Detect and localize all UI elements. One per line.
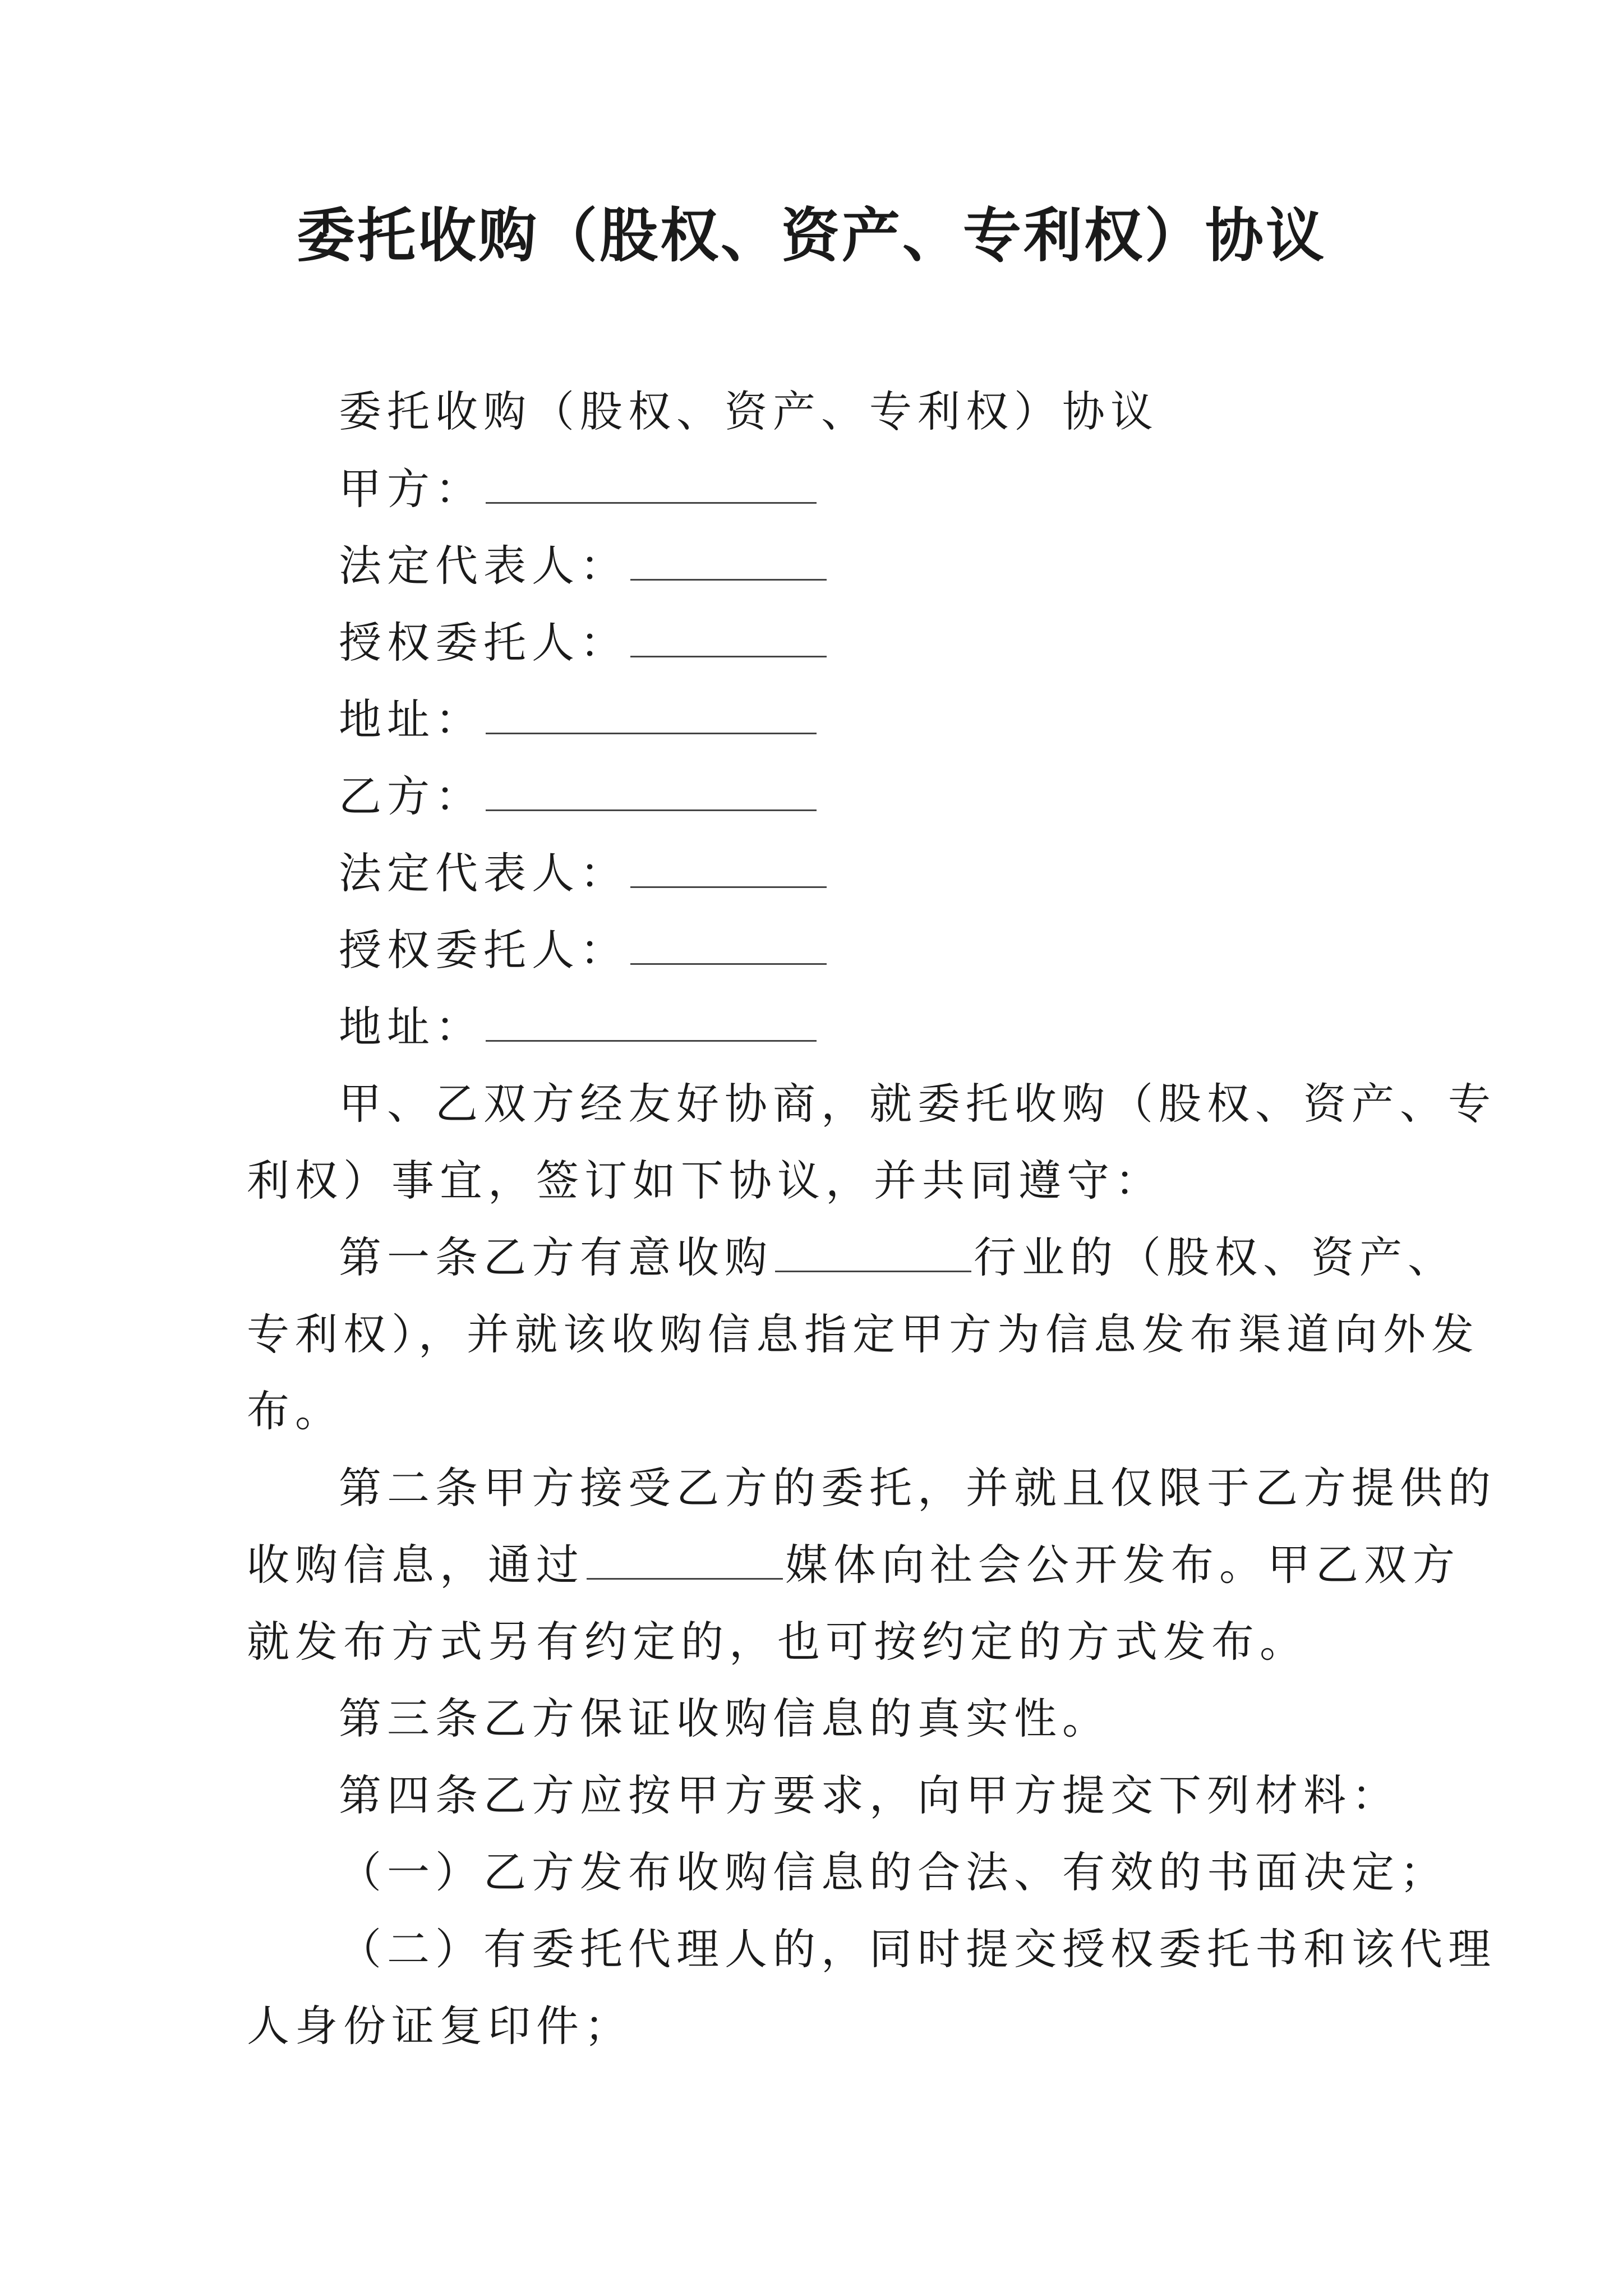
party-b-legal-rep-blank	[630, 850, 827, 888]
article4-line-1: 第四条乙方应按甲方要求，向甲方提交下列材料：	[339, 1770, 1400, 1820]
party-a-label: 甲方：	[339, 464, 483, 514]
intro-line-1: 甲、乙双方经友好协商，就委托收购（股权、资产、专	[339, 1079, 1496, 1129]
document-title: 委托收购（股权、资产、专利权）协议	[296, 201, 1326, 270]
party-a-address-blank	[486, 697, 817, 734]
article1-line-2: 专利权），并就该收购信息指定甲方为信息发布渠道向外发	[247, 1309, 1479, 1359]
subtitle: 委托收购（股权、资产、专利权）协议	[339, 386, 1159, 436]
party-b-label: 乙方：	[339, 771, 483, 821]
article2-text-before: 收购信息，通过	[247, 1540, 584, 1590]
party-a-line	[339, 460, 819, 518]
party-a-authorized-line	[339, 614, 829, 672]
article1-text-after: 行业的（股权、资产、	[974, 1232, 1456, 1282]
party-a-address-line	[339, 691, 819, 749]
article2-text-after: 媒体向社会公开发布。甲乙双方	[785, 1540, 1460, 1590]
article4-item-2-line-2: 人身份证复印件；	[247, 2001, 633, 2051]
party-b-line	[339, 767, 819, 826]
party-b-address-label: 地址：	[339, 1002, 483, 1052]
party-a-authorized-label: 授权委托人：	[339, 618, 628, 668]
article2-line-2	[247, 1536, 1460, 1594]
article2-line-1: 第二条甲方接受乙方的委托，并就且仅限于乙方提供的	[339, 1463, 1496, 1513]
article2-media-blank	[587, 1542, 783, 1580]
party-a-address-label: 地址：	[339, 694, 483, 744]
article1-industry-blank	[775, 1235, 971, 1272]
party-a-authorized-blank	[630, 620, 827, 657]
article1-line-1	[339, 1228, 1456, 1287]
party-a-legal-rep-line	[339, 537, 829, 595]
party-b-address-blank	[486, 1004, 817, 1042]
party-b-blank	[486, 774, 817, 811]
article4-item-1: （一）乙方发布收购信息的合法、有效的书面决定；	[339, 1847, 1448, 1897]
article3-line-1: 第三条乙方保证收购信息的真实性。	[339, 1694, 1110, 1743]
party-a-blank	[486, 466, 817, 504]
party-b-authorized-blank	[630, 927, 827, 965]
party-b-address-line	[339, 998, 819, 1056]
article1-text-before: 第一条乙方有意收购	[339, 1232, 773, 1282]
party-a-legal-rep-blank	[630, 543, 827, 581]
party-a-legal-rep-label: 法定代表人：	[339, 541, 628, 591]
article1-line-3: 布。	[247, 1386, 343, 1436]
article2-line-3: 就发布方式另有约定的，也可按约定的方式发布。	[247, 1617, 1308, 1667]
article4-item-2-line-1: （二）有委托代理人的，同时提交授权委托书和该代理	[339, 1924, 1496, 1974]
party-b-legal-rep-label: 法定代表人：	[339, 848, 628, 898]
party-b-authorized-line	[339, 921, 829, 979]
intro-line-2: 利权）事宜，签订如下协议，并共同遵守：	[247, 1156, 1163, 1205]
party-b-authorized-label: 授权委托人：	[339, 925, 628, 975]
party-b-legal-rep-line	[339, 844, 829, 903]
